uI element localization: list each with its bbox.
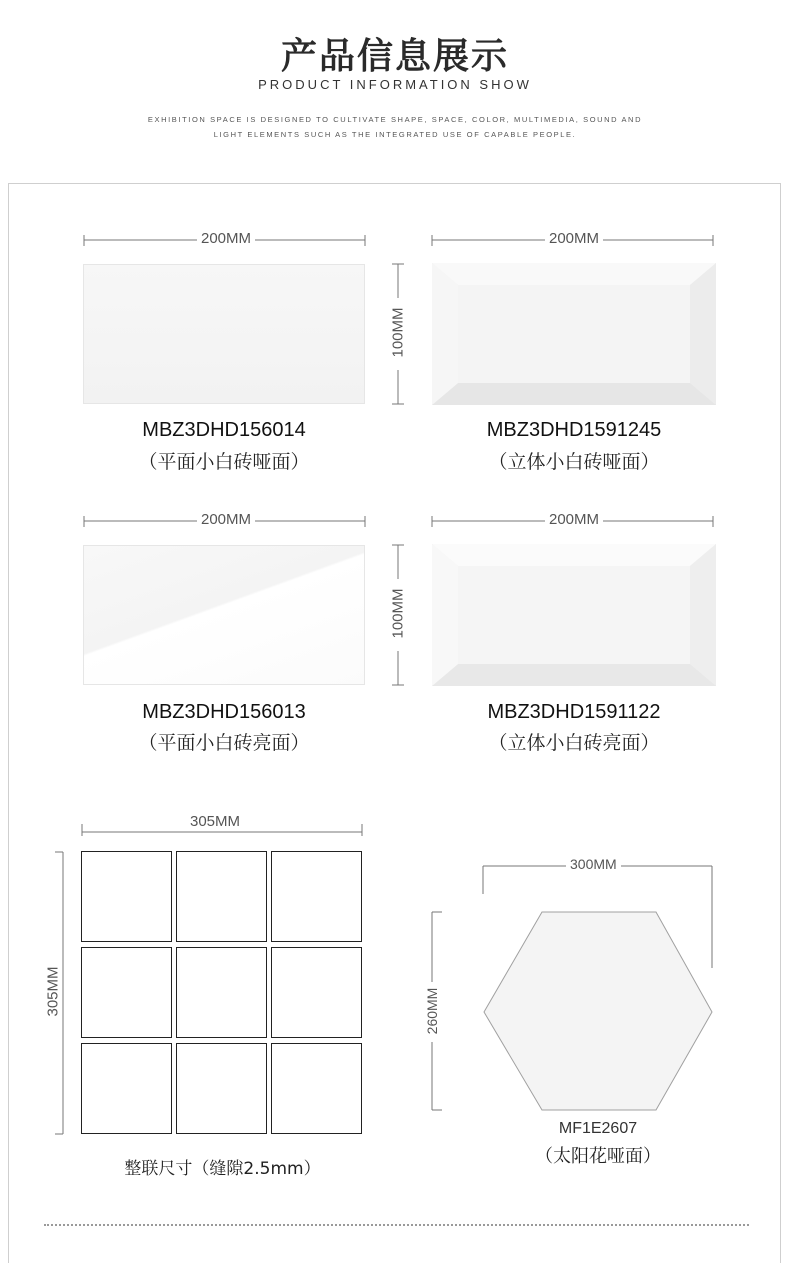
description-line-2: LIGHT ELEMENTS SUCH AS THE INTEGRATED USE OF CAPABLE PEOPLE. [213, 130, 577, 139]
mosaic-square [271, 851, 362, 942]
p3-code: MBZ3DHD156013 [142, 701, 306, 723]
p3-width-label: 200MM [197, 511, 255, 528]
mosaic-square [81, 851, 172, 942]
mosaic-square [271, 947, 362, 1038]
p1-name: （平面小白砖哑面） [138, 451, 310, 473]
dotted-divider [44, 1224, 749, 1226]
p4-code: MBZ3DHD1591122 [487, 701, 661, 723]
page-title: 产品信息展示 [280, 36, 509, 77]
mosaic-grid [81, 851, 364, 1135]
p2-name: （立体小白砖哑面） [488, 451, 660, 473]
tile-p3-gloss [83, 545, 365, 685]
mosaic-square [81, 947, 172, 1038]
tile-p2-bevel [432, 263, 716, 405]
tile-p4-bevel [432, 544, 716, 686]
p1-width-label: 200MM [197, 230, 255, 247]
page-subtitle: PRODUCT INFORMATION SHOW [258, 77, 532, 92]
mosaic-square [176, 947, 267, 1038]
mosaic-square [271, 1043, 362, 1134]
hex-name: （太阳花哑面） [535, 1146, 661, 1167]
hex-code: MF1E2607 [558, 1120, 638, 1137]
p4-width-label: 200MM [545, 511, 603, 528]
mosaic-square [176, 851, 267, 942]
p1-code: MBZ3DHD156014 [142, 419, 306, 441]
mosaic-width-label: 305MM [186, 813, 244, 830]
mosaic-square [176, 1043, 267, 1134]
p4-name: （立体小白砖亮面） [488, 732, 660, 754]
p3-height-label: 100MM [390, 580, 407, 648]
mosaic-caption: 整联尺寸（缝隙2.5mm） [124, 1159, 321, 1179]
p1-height-label: 100MM [390, 299, 407, 367]
hex-height-label: 260MM [424, 987, 440, 1035]
mosaic-square [81, 1043, 172, 1134]
mosaic-height-label: 305MM [45, 960, 62, 1024]
tile-p1-flat [83, 264, 365, 404]
description-line-1: EXHIBITION SPACE IS DESIGNED TO CULTIVATE SHAPE, SPACE, COLOR, MULTIMEDIA, SOUND AND [147, 115, 643, 124]
p2-width-label: 200MM [545, 230, 603, 247]
p2-code: MBZ3DHD1591245 [486, 419, 662, 441]
hex-width-label: 300MM [566, 856, 621, 872]
hexagon-tile [480, 908, 716, 1114]
p3-name: （平面小白砖亮面） [138, 732, 310, 754]
